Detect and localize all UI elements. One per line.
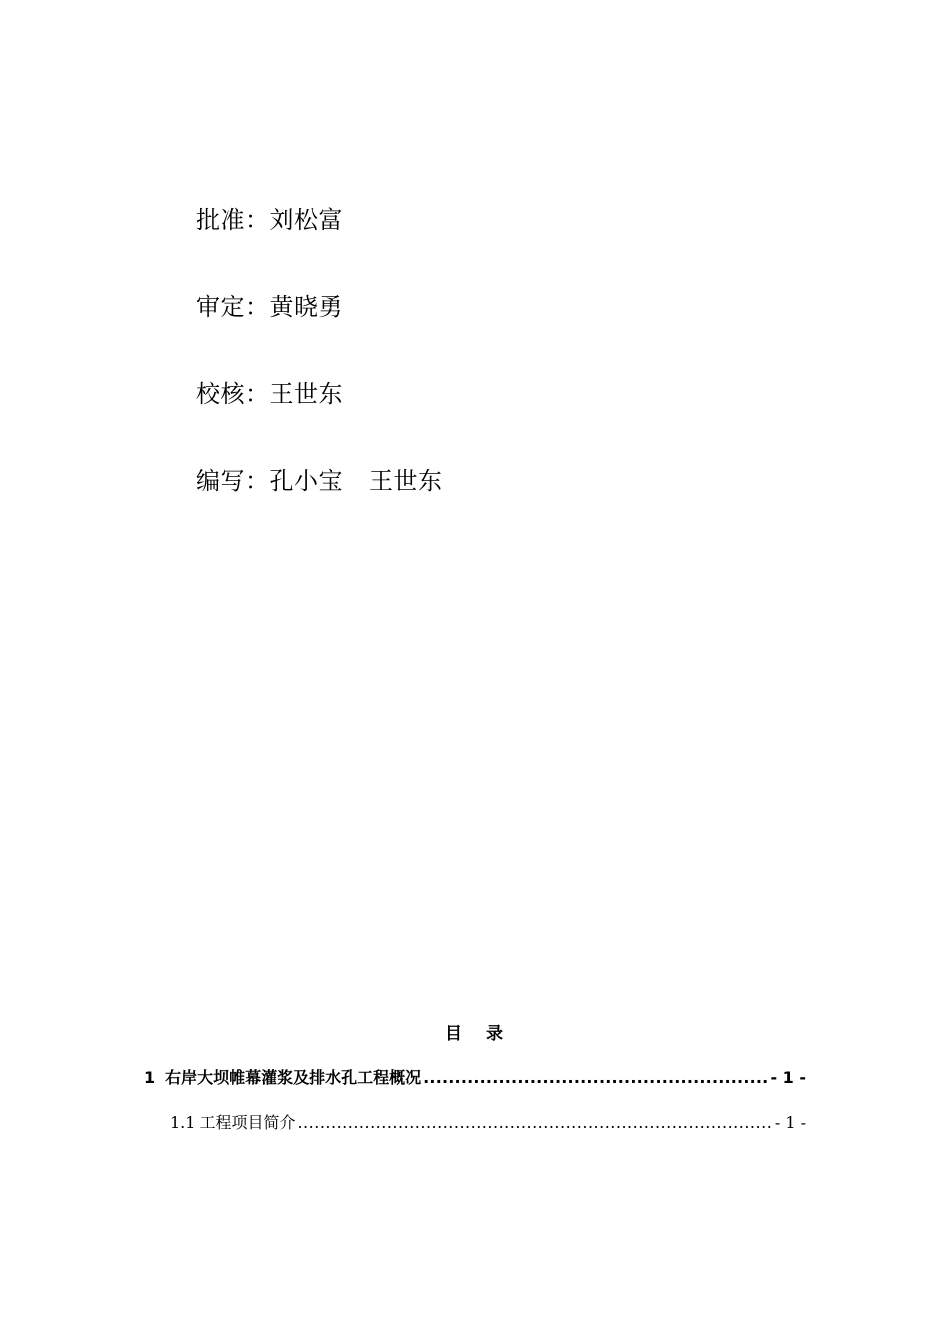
signature-label: 审定：	[196, 293, 270, 321]
signature-checker	[196, 374, 443, 414]
signature-label: 批准：	[196, 206, 270, 234]
toc-entry-page: - 1 -	[770, 1068, 806, 1087]
signature-name: 王世东	[269, 380, 343, 408]
signature-reviewer	[196, 287, 443, 327]
signature-name: 孔小宝	[269, 467, 343, 495]
toc-entry-page: - 1 -	[774, 1113, 806, 1132]
toc-entry-section-1-1[interactable]	[170, 1111, 806, 1135]
toc-dot-leader	[423, 1066, 768, 1090]
signature-name: 王世东	[369, 467, 443, 495]
toc-dot-leader	[297, 1111, 772, 1135]
toc-title-right: 录	[486, 1024, 505, 1044]
signature-label: 编写：	[196, 467, 270, 495]
toc-entry-number: 1	[144, 1068, 156, 1087]
signature-author	[196, 461, 443, 501]
signature-label: 校核：	[196, 380, 270, 408]
signature-name: 黄晓勇	[269, 293, 343, 321]
toc-title-left: 目	[445, 1024, 464, 1044]
toc-entry-text: 右岸大坝帷幕灌浆及排水孔工程概况	[165, 1068, 422, 1087]
signature-name: 刘松富	[269, 206, 343, 234]
toc-entry-number: 1.1	[170, 1113, 196, 1132]
signature-approver	[196, 200, 443, 240]
signature-block	[196, 200, 443, 548]
toc-entry-text: 工程项目简介	[199, 1113, 296, 1132]
toc-entry-chapter-1[interactable]	[144, 1066, 806, 1090]
toc-title	[0, 1022, 950, 1046]
